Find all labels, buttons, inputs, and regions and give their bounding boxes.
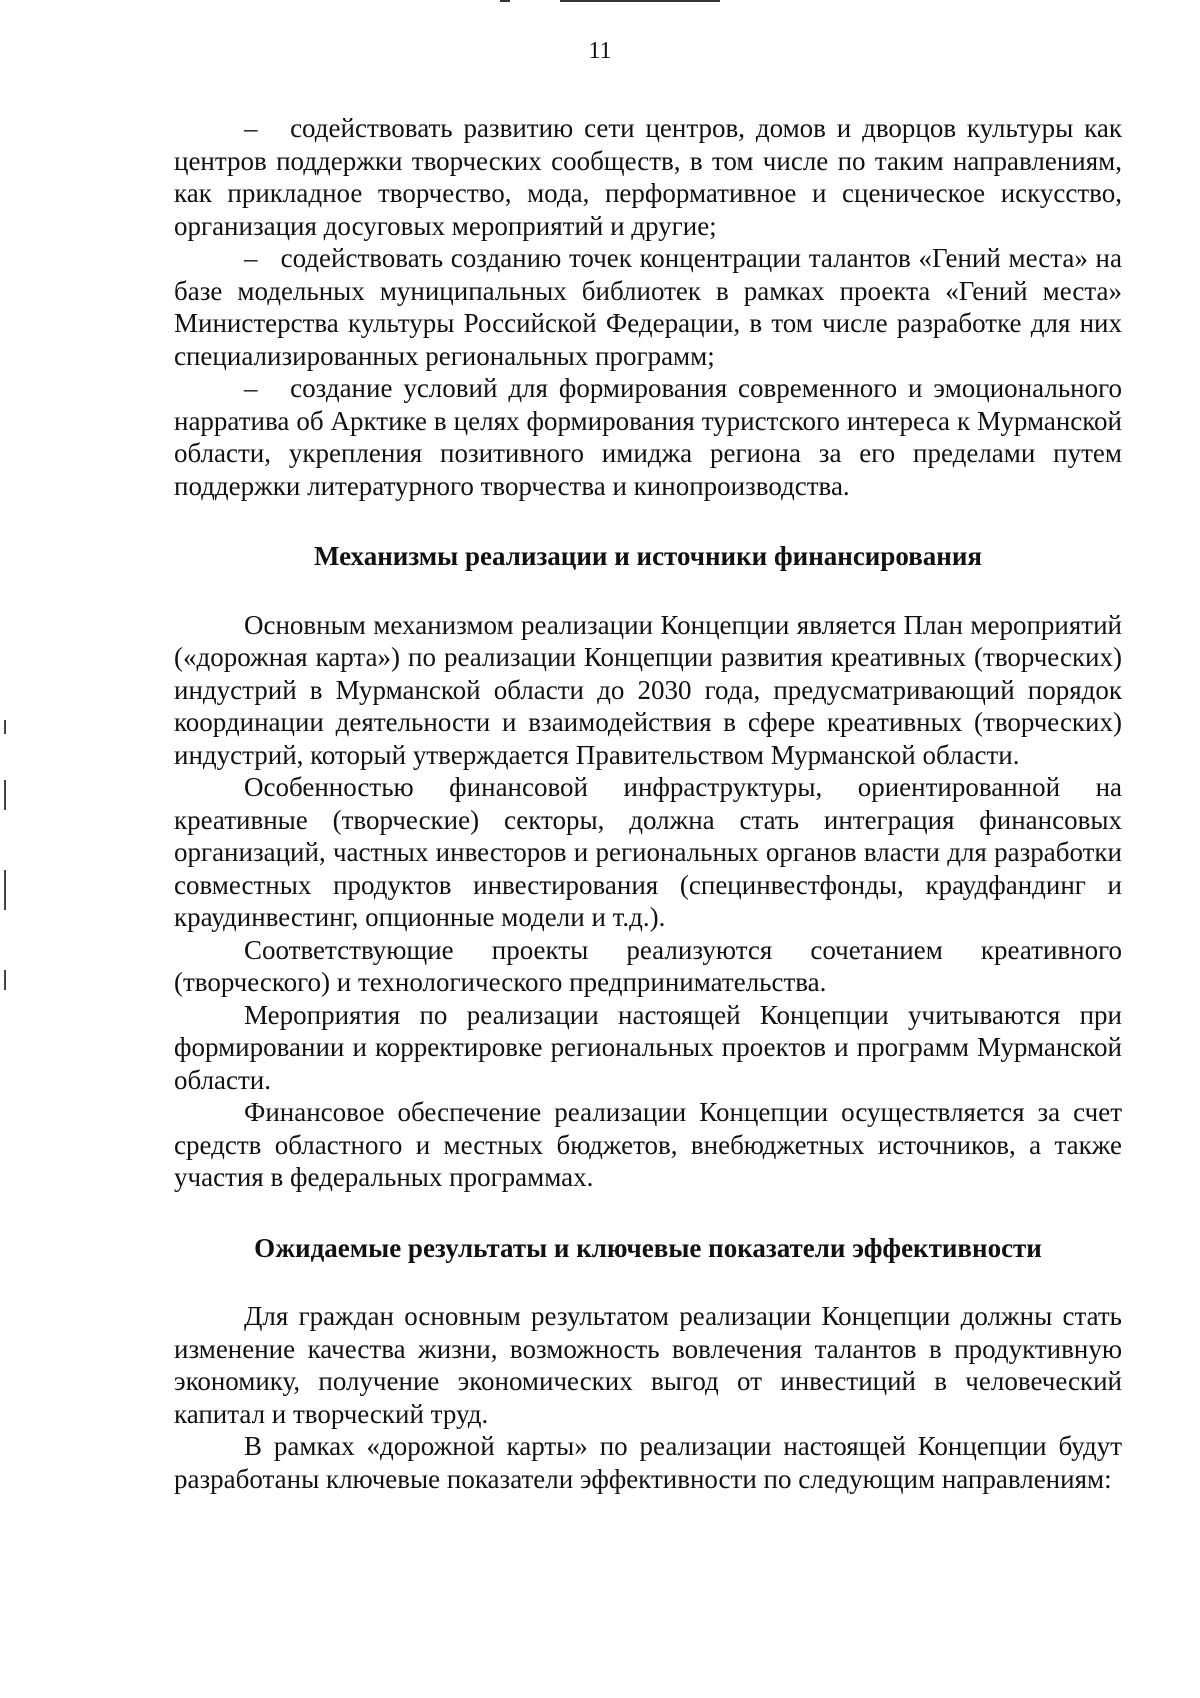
bullet-item: – содействовать развитию сети центров, домов и дворцов культуры как центров поддержки творческих сообществ, в том числе по таким направлениям, как прикладное творчество, мода, перформативное и сценическое искусство, организация досуговых мероприятий и другие;: [174, 113, 1122, 241]
section-heading-results: Ожидаемые результаты и ключевые показатели эффективности: [254, 1232, 1042, 1263]
bullet-item: – содействовать созданию точек концентрации талантов «Гений места» на базе модельных муниципальных библиотек в рамках проекта «Гений места» Министерства культуры Российской Федерации, в том числе разработке для них специализированных региональных программ;: [174, 243, 1122, 371]
document-body: [174, 112, 1122, 1495]
paragraph: Мероприятия по реализации настоящей Концепции учитываются при формировании и корректировке региональных проектов и программ Мурманской области.: [174, 999, 1122, 1095]
paragraph: Особенностью финансовой инфраструктуры, ориентированной на креативные (творческие) секторы, должна стать интеграция финансовых организаций, частных инвесторов и региональных органов власти для разработки совместных продуктов инвестирования (специнвестфонды, краудфандинг и краудинвестинг, опционные модели и т.д.).: [174, 772, 1122, 932]
paragraph: Соответствующие проекты реализуются сочетанием креативного (творческого) и технологического предпринимательства.: [174, 934, 1122, 997]
paragraph: Основным механизмом реализации Концепции является План мероприятий («дорожная карта») по реализации Концепции развития креативных (творческих) индустрий в Мурманской области до 2030 года, предусматривающий порядок координации деятельности и взаимодействия в сфере креативных (творческих) индустрий, который утверждается Правительством Мурманской области.: [174, 609, 1122, 770]
page-number: 11: [588, 38, 612, 64]
paragraph: В рамках «дорожной карты» по реализации настоящей Концепции будут разработаны ключевые показатели эффективности по следующим направлениям:: [174, 1431, 1122, 1494]
section-heading-financing: Механизмы реализации и источники финансирования: [313, 541, 983, 571]
paragraph: Для граждан основным результатом реализации Концепции должны стать изменение качества жизни, возможность вовлечения талантов в продуктивную экономику, получение экономических выгод от инвестиций в человеческий капитал и творческий труд.: [174, 1301, 1122, 1429]
bullet-item: – создание условий для формирования современного и эмоционального нарратива об Арктике в целях формирования туристского интереса к Мурманской области, укрепления позитивного имиджа региона за его пределами путем поддержки литературного творчества и кинопроизводства.: [174, 373, 1122, 501]
paragraph: Финансовое обеспечение реализации Концепции осуществляется за счет средств областного и местных бюджетов, внебюджетных источников, а также участия в федеральных программах.: [174, 1097, 1122, 1192]
scan-top-marks: [500, 0, 800, 6]
scan-margin-marks: [4, 720, 8, 1020]
